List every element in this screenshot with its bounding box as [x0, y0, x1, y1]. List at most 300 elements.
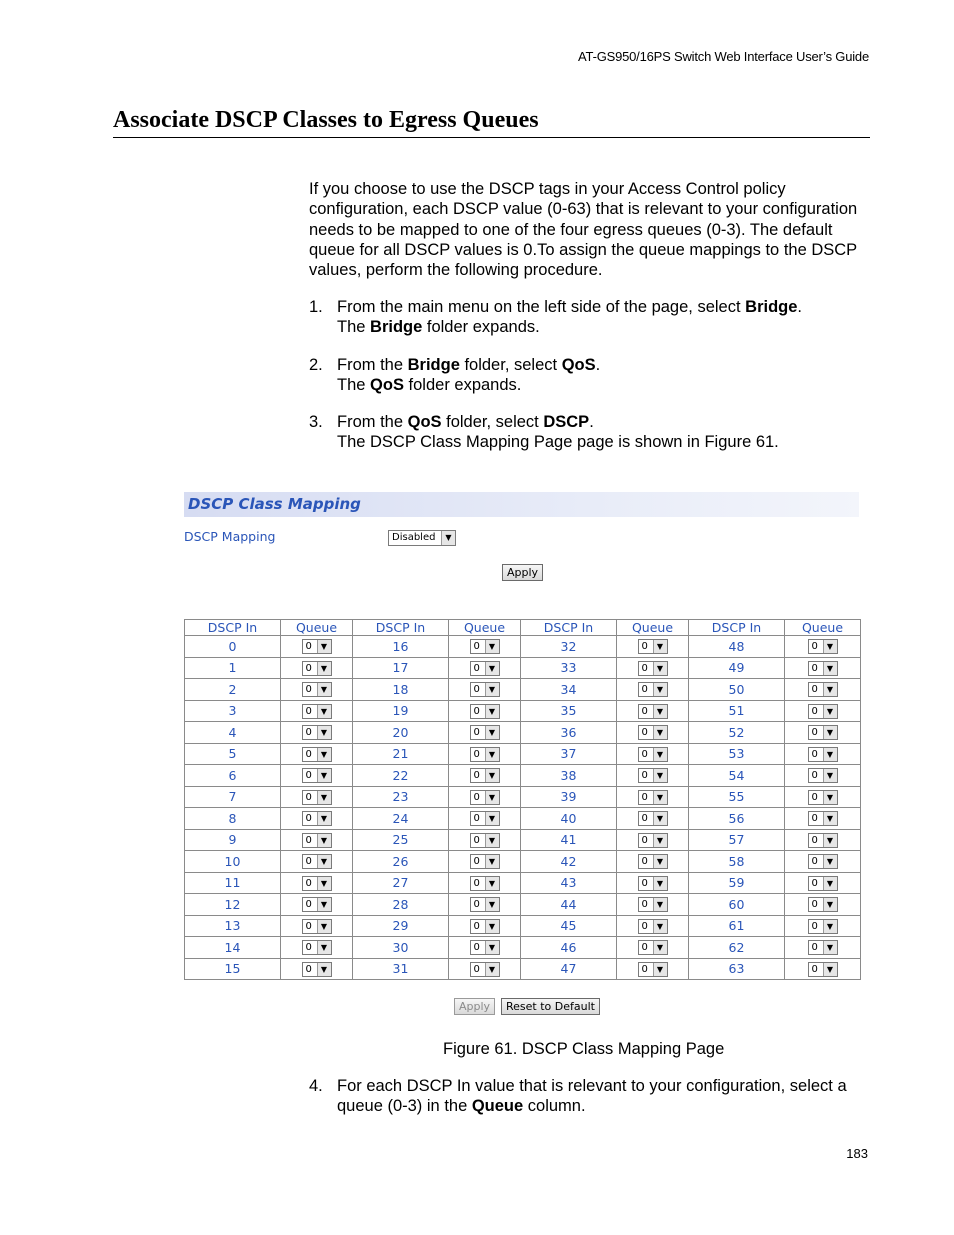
queue-value: 0 — [473, 770, 480, 782]
table-row — [185, 829, 861, 851]
queue-value: 0 — [811, 684, 818, 696]
queue-cell — [281, 657, 353, 679]
column-header-dscp-in: DSCP In — [689, 620, 785, 636]
chevron-down-icon[interactable]: ▼ — [653, 726, 667, 739]
chevron-down-icon[interactable]: ▼ — [485, 705, 499, 718]
dscp-in-value: 49 — [689, 657, 785, 679]
dscp-in-value: 44 — [521, 894, 617, 916]
chevron-down-icon[interactable]: ▼ — [317, 748, 331, 761]
chevron-down-icon[interactable]: ▼ — [317, 791, 331, 804]
queue-select-61[interactable] — [808, 919, 838, 934]
queue-value: 0 — [305, 748, 312, 760]
queue-value: 0 — [641, 748, 648, 760]
queue-select-17[interactable] — [470, 661, 500, 676]
chevron-down-icon[interactable]: ▼ — [485, 834, 499, 847]
step-4 — [309, 1076, 869, 1117]
queue-value: 0 — [641, 770, 648, 782]
apply-button-bottom[interactable]: Apply — [454, 998, 495, 1015]
chevron-down-icon[interactable]: ▼ — [317, 834, 331, 847]
dscp-in-value: 47 — [521, 958, 617, 980]
queue-select-6[interactable] — [302, 768, 332, 783]
queue-select-48[interactable] — [808, 639, 838, 654]
queue-select-29[interactable] — [470, 919, 500, 934]
queue-select-27[interactable] — [470, 876, 500, 891]
queue-select-41[interactable] — [638, 833, 668, 848]
queue-select-59[interactable] — [808, 876, 838, 891]
dscp-in-value: 62 — [689, 937, 785, 959]
queue-select-58[interactable] — [808, 854, 838, 869]
queue-cell — [617, 786, 689, 808]
queue-select-12[interactable] — [302, 897, 332, 912]
step-text: For each DSCP In value that is relevant to your configuration, select a queue (0-3) in the — [337, 1077, 847, 1116]
table-row — [185, 786, 861, 808]
step-text: folder, select — [459, 356, 562, 374]
dscp-in-value: 46 — [521, 937, 617, 959]
step-number: 1. — [309, 298, 323, 316]
menu-term: Queue — [471, 1097, 524, 1116]
reset-to-default-button[interactable]: Reset to Default — [501, 998, 600, 1015]
chevron-down-icon[interactable]: ▼ — [441, 531, 455, 545]
queue-value: 0 — [473, 791, 480, 803]
queue-cell — [785, 872, 861, 894]
dscp-in-value: 20 — [353, 722, 449, 744]
queue-select-56[interactable] — [808, 811, 838, 826]
chevron-down-icon[interactable]: ▼ — [485, 726, 499, 739]
dscp-mapping-label: DSCP Mapping — [184, 529, 276, 544]
queue-cell — [281, 808, 353, 830]
queue-select-34[interactable] — [638, 682, 668, 697]
queue-select-18[interactable] — [470, 682, 500, 697]
queue-select-45[interactable] — [638, 919, 668, 934]
queue-select-51[interactable] — [808, 704, 838, 719]
queue-select-31[interactable] — [470, 962, 500, 977]
chevron-down-icon[interactable]: ▼ — [317, 898, 331, 911]
queue-value: 0 — [473, 748, 480, 760]
queue-value: 0 — [811, 705, 818, 717]
chevron-down-icon[interactable]: ▼ — [653, 769, 667, 782]
queue-value: 0 — [473, 963, 480, 975]
dscp-in-value: 13 — [185, 915, 281, 937]
dscp-in-value: 12 — [185, 894, 281, 916]
table-row — [185, 765, 861, 787]
queue-cell — [281, 722, 353, 744]
dscp-in-value: 9 — [185, 829, 281, 851]
queue-select-46[interactable] — [638, 940, 668, 955]
queue-cell — [281, 958, 353, 980]
queue-value: 0 — [641, 899, 648, 911]
dscp-in-value: 41 — [521, 829, 617, 851]
chevron-down-icon[interactable]: ▼ — [653, 941, 667, 954]
queue-value: 0 — [305, 705, 312, 717]
menu-term: QoS — [370, 376, 404, 395]
queue-value: 0 — [811, 770, 818, 782]
chevron-down-icon[interactable]: ▼ — [317, 705, 331, 718]
chevron-down-icon[interactable]: ▼ — [653, 920, 667, 933]
dscp-in-value: 59 — [689, 872, 785, 894]
queue-select-40[interactable] — [638, 811, 668, 826]
queue-value: 0 — [641, 942, 648, 954]
queue-value: 0 — [305, 920, 312, 932]
queue-value: 0 — [811, 727, 818, 739]
queue-value: 0 — [305, 942, 312, 954]
queue-cell — [281, 700, 353, 722]
chevron-down-icon[interactable]: ▼ — [823, 726, 837, 739]
banner-title: DSCP Class Mapping — [188, 495, 361, 513]
queue-cell — [449, 636, 521, 658]
queue-select-55[interactable] — [808, 790, 838, 805]
column-header-queue: Queue — [785, 620, 861, 636]
queue-cell — [281, 894, 353, 916]
step-result: The DSCP Class Mapping Page page is shown in Figure 61. — [337, 433, 779, 452]
queue-cell — [449, 937, 521, 959]
chevron-down-icon[interactable]: ▼ — [653, 791, 667, 804]
chevron-down-icon[interactable]: ▼ — [485, 640, 499, 653]
queue-value: 0 — [641, 856, 648, 868]
queue-select-26[interactable] — [470, 854, 500, 869]
queue-value: 0 — [811, 641, 818, 653]
queue-value: 0 — [641, 834, 648, 846]
queue-cell — [281, 937, 353, 959]
queue-cell — [449, 851, 521, 873]
figure-caption: Figure 61. DSCP Class Mapping Page — [443, 1040, 725, 1058]
chevron-down-icon[interactable]: ▼ — [653, 705, 667, 718]
dscp-in-value: 14 — [185, 937, 281, 959]
dscp-in-value: 22 — [353, 765, 449, 787]
queue-select-5[interactable] — [302, 747, 332, 762]
dscp-in-value: 18 — [353, 679, 449, 701]
chevron-down-icon[interactable]: ▼ — [653, 812, 667, 825]
intro-paragraph: If you choose to use the DSCP tags in your Access Control policy configuration, each DSCP value (0-63) that is relevant to your configuration needs to be mapped to one of the four egress queues (0-3). The default queue for all DSCP values is 0.To assign the queue mappings to the DSCP values, perform the following procedure. — [309, 180, 858, 280]
table-row — [185, 958, 861, 980]
queue-cell — [617, 851, 689, 873]
dscp-in-value: 63 — [689, 958, 785, 980]
chevron-down-icon[interactable]: ▼ — [485, 877, 499, 890]
queue-select-53[interactable] — [808, 747, 838, 762]
table-row — [185, 636, 861, 658]
dscp-queue-table — [184, 619, 861, 980]
queue-cell — [617, 679, 689, 701]
chevron-down-icon[interactable]: ▼ — [485, 683, 499, 696]
chevron-down-icon[interactable]: ▼ — [485, 791, 499, 804]
queue-select-0[interactable] — [302, 639, 332, 654]
queue-select-21[interactable] — [470, 747, 500, 762]
table-row — [185, 657, 861, 679]
chevron-down-icon[interactable]: ▼ — [823, 963, 837, 976]
queue-select-50[interactable] — [808, 682, 838, 697]
queue-select-4[interactable] — [302, 725, 332, 740]
chevron-down-icon[interactable]: ▼ — [485, 812, 499, 825]
queue-value: 0 — [641, 705, 648, 717]
queue-cell — [785, 765, 861, 787]
chevron-down-icon[interactable]: ▼ — [317, 941, 331, 954]
queue-select-24[interactable] — [470, 811, 500, 826]
queue-select-39[interactable] — [638, 790, 668, 805]
queue-select-1[interactable] — [302, 661, 332, 676]
chevron-down-icon[interactable]: ▼ — [823, 791, 837, 804]
chevron-down-icon[interactable]: ▼ — [823, 898, 837, 911]
chevron-down-icon[interactable]: ▼ — [823, 920, 837, 933]
queue-select-42[interactable] — [638, 854, 668, 869]
chevron-down-icon[interactable]: ▼ — [823, 812, 837, 825]
chevron-down-icon[interactable]: ▼ — [485, 748, 499, 761]
queue-cell — [785, 657, 861, 679]
dscp-in-value: 38 — [521, 765, 617, 787]
queue-select-33[interactable] — [638, 661, 668, 676]
queue-value: 0 — [473, 834, 480, 846]
queue-select-49[interactable] — [808, 661, 838, 676]
queue-cell — [449, 786, 521, 808]
step-result: The — [337, 318, 371, 337]
dscp-in-value: 37 — [521, 743, 617, 765]
chevron-down-icon[interactable]: ▼ — [823, 640, 837, 653]
queue-select-14[interactable] — [302, 940, 332, 955]
chevron-down-icon[interactable]: ▼ — [485, 963, 499, 976]
queue-select-22[interactable] — [470, 768, 500, 783]
step-number: 4. — [309, 1077, 323, 1095]
chevron-down-icon[interactable]: ▼ — [653, 834, 667, 847]
queue-select-7[interactable] — [302, 790, 332, 805]
queue-select-38[interactable] — [638, 768, 668, 783]
table-row — [185, 743, 861, 765]
queue-cell — [617, 872, 689, 894]
dscp-in-value: 2 — [185, 679, 281, 701]
chevron-down-icon[interactable]: ▼ — [317, 726, 331, 739]
queue-select-25[interactable] — [470, 833, 500, 848]
queue-cell — [785, 915, 861, 937]
queue-cell — [785, 937, 861, 959]
chevron-down-icon[interactable]: ▼ — [317, 812, 331, 825]
chevron-down-icon[interactable]: ▼ — [653, 748, 667, 761]
section-title: Associate DSCP Classes to Egress Queues — [113, 107, 870, 138]
queue-value: 0 — [305, 791, 312, 803]
table-row — [185, 722, 861, 744]
dscp-in-value: 52 — [689, 722, 785, 744]
dscp-in-value: 54 — [689, 765, 785, 787]
dscp-in-value: 51 — [689, 700, 785, 722]
chevron-down-icon[interactable]: ▼ — [317, 662, 331, 675]
dscp-in-value: 57 — [689, 829, 785, 851]
table-row — [185, 808, 861, 830]
queue-value: 0 — [811, 877, 818, 889]
queue-value: 0 — [811, 791, 818, 803]
queue-select-20[interactable] — [470, 725, 500, 740]
page-number: 183 — [846, 1146, 868, 1161]
chevron-down-icon[interactable]: ▼ — [823, 855, 837, 868]
chevron-down-icon[interactable]: ▼ — [485, 941, 499, 954]
step-3 — [309, 412, 869, 453]
queue-value: 0 — [473, 942, 480, 954]
table-row — [185, 700, 861, 722]
chevron-down-icon[interactable]: ▼ — [317, 877, 331, 890]
dscp-in-value: 29 — [353, 915, 449, 937]
queue-value: 0 — [305, 856, 312, 868]
queue-value: 0 — [473, 727, 480, 739]
queue-cell — [785, 722, 861, 744]
dscp-in-value: 31 — [353, 958, 449, 980]
queue-select-52[interactable] — [808, 725, 838, 740]
queue-select-63[interactable] — [808, 962, 838, 977]
queue-value: 0 — [641, 662, 648, 674]
queue-cell — [281, 872, 353, 894]
queue-select-37[interactable] — [638, 747, 668, 762]
queue-value: 0 — [641, 920, 648, 932]
dscp-in-value: 5 — [185, 743, 281, 765]
step-number: 3. — [309, 413, 323, 431]
chevron-down-icon[interactable]: ▼ — [653, 877, 667, 890]
queue-cell — [617, 937, 689, 959]
chevron-down-icon[interactable]: ▼ — [823, 662, 837, 675]
queue-cell — [449, 872, 521, 894]
chevron-down-icon[interactable]: ▼ — [317, 855, 331, 868]
step-text: From the — [337, 413, 408, 431]
dscp-in-value: 23 — [353, 786, 449, 808]
step-text: folder, select — [441, 413, 544, 431]
column-header-dscp-in: DSCP In — [521, 620, 617, 636]
queue-select-57[interactable] — [808, 833, 838, 848]
queue-select-28[interactable] — [470, 897, 500, 912]
apply-button[interactable]: Apply — [502, 564, 543, 581]
dscp-in-value: 11 — [185, 872, 281, 894]
chevron-down-icon[interactable]: ▼ — [485, 662, 499, 675]
queue-value: 0 — [473, 684, 480, 696]
chevron-down-icon[interactable]: ▼ — [485, 855, 499, 868]
chevron-down-icon[interactable]: ▼ — [485, 769, 499, 782]
queue-select-9[interactable] — [302, 833, 332, 848]
queue-cell — [785, 851, 861, 873]
chevron-down-icon[interactable]: ▼ — [653, 963, 667, 976]
chevron-down-icon[interactable]: ▼ — [317, 920, 331, 933]
table-row — [185, 894, 861, 916]
queue-cell — [785, 829, 861, 851]
dscp-in-value: 3 — [185, 700, 281, 722]
queue-select-8[interactable] — [302, 811, 332, 826]
dscp-in-value: 6 — [185, 765, 281, 787]
queue-select-32[interactable] — [638, 639, 668, 654]
queue-select-60[interactable] — [808, 897, 838, 912]
dscp-in-value: 25 — [353, 829, 449, 851]
queue-cell — [281, 636, 353, 658]
queue-cell — [785, 894, 861, 916]
queue-cell — [617, 722, 689, 744]
dscp-in-value: 8 — [185, 808, 281, 830]
column-header-queue: Queue — [281, 620, 353, 636]
queue-select-15[interactable] — [302, 962, 332, 977]
chevron-down-icon[interactable]: ▼ — [317, 963, 331, 976]
chevron-down-icon[interactable]: ▼ — [317, 640, 331, 653]
queue-cell — [617, 743, 689, 765]
queue-value: 0 — [473, 877, 480, 889]
chevron-down-icon[interactable]: ▼ — [823, 769, 837, 782]
dscp-in-value: 50 — [689, 679, 785, 701]
dscp-in-value: 39 — [521, 786, 617, 808]
chevron-down-icon[interactable]: ▼ — [653, 855, 667, 868]
dscp-in-value: 15 — [185, 958, 281, 980]
dscp-mapping-select[interactable] — [388, 530, 456, 546]
step-text: column. — [523, 1097, 586, 1116]
queue-select-47[interactable] — [638, 962, 668, 977]
dscp-in-value: 17 — [353, 657, 449, 679]
chevron-down-icon[interactable]: ▼ — [823, 683, 837, 696]
table-row — [185, 915, 861, 937]
queue-value: 0 — [305, 727, 312, 739]
dscp-in-value: 0 — [185, 636, 281, 658]
chevron-down-icon[interactable]: ▼ — [823, 877, 837, 890]
chevron-down-icon[interactable]: ▼ — [317, 769, 331, 782]
queue-cell — [785, 786, 861, 808]
queue-select-35[interactable] — [638, 704, 668, 719]
queue-select-36[interactable] — [638, 725, 668, 740]
queue-value: 0 — [305, 684, 312, 696]
queue-select-62[interactable] — [808, 940, 838, 955]
chevron-down-icon[interactable]: ▼ — [485, 920, 499, 933]
step-text: From the main menu on the left side of the page, select — [337, 298, 746, 316]
menu-term: Bridge — [745, 298, 798, 316]
column-header-dscp-in: DSCP In — [353, 620, 449, 636]
queue-cell — [449, 679, 521, 701]
queue-value: 0 — [305, 813, 312, 825]
queue-select-10[interactable] — [302, 854, 332, 869]
queue-cell — [785, 700, 861, 722]
queue-select-2[interactable] — [302, 682, 332, 697]
queue-select-30[interactable] — [470, 940, 500, 955]
queue-value: 0 — [811, 920, 818, 932]
queue-select-11[interactable] — [302, 876, 332, 891]
queue-select-23[interactable] — [470, 790, 500, 805]
queue-select-3[interactable] — [302, 704, 332, 719]
chevron-down-icon[interactable]: ▼ — [823, 748, 837, 761]
queue-select-19[interactable] — [470, 704, 500, 719]
chevron-down-icon[interactable]: ▼ — [823, 705, 837, 718]
queue-select-44[interactable] — [638, 897, 668, 912]
queue-select-13[interactable] — [302, 919, 332, 934]
queue-cell — [449, 700, 521, 722]
queue-select-43[interactable] — [638, 876, 668, 891]
queue-cell — [617, 915, 689, 937]
step-text: . — [589, 413, 594, 431]
chevron-down-icon[interactable]: ▼ — [653, 640, 667, 653]
queue-cell — [785, 636, 861, 658]
queue-cell — [617, 808, 689, 830]
chevron-down-icon[interactable]: ▼ — [823, 941, 837, 954]
chevron-down-icon[interactable]: ▼ — [823, 834, 837, 847]
chevron-down-icon[interactable]: ▼ — [485, 898, 499, 911]
queue-cell — [449, 915, 521, 937]
step-result: folder expands. — [422, 318, 540, 337]
guide-title: AT-GS950/16PS Switch Web Interface User’s Guide — [578, 49, 869, 64]
queue-value: 0 — [305, 834, 312, 846]
chevron-down-icon[interactable]: ▼ — [317, 683, 331, 696]
dscp-class-mapping-banner — [184, 492, 859, 517]
queue-cell — [449, 765, 521, 787]
queue-select-16[interactable] — [470, 639, 500, 654]
chevron-down-icon[interactable]: ▼ — [653, 662, 667, 675]
table-row — [185, 679, 861, 701]
dscp-in-value: 30 — [353, 937, 449, 959]
chevron-down-icon[interactable]: ▼ — [653, 898, 667, 911]
queue-value: 0 — [305, 963, 312, 975]
chevron-down-icon[interactable]: ▼ — [653, 683, 667, 696]
dscp-in-value: 58 — [689, 851, 785, 873]
queue-select-54[interactable] — [808, 768, 838, 783]
step-result: The — [337, 376, 371, 395]
queue-cell — [617, 700, 689, 722]
queue-value: 0 — [305, 899, 312, 911]
dscp-in-value: 61 — [689, 915, 785, 937]
dscp-in-value: 48 — [689, 636, 785, 658]
queue-value: 0 — [641, 813, 648, 825]
queue-value: 0 — [473, 899, 480, 911]
dscp-in-value: 36 — [521, 722, 617, 744]
